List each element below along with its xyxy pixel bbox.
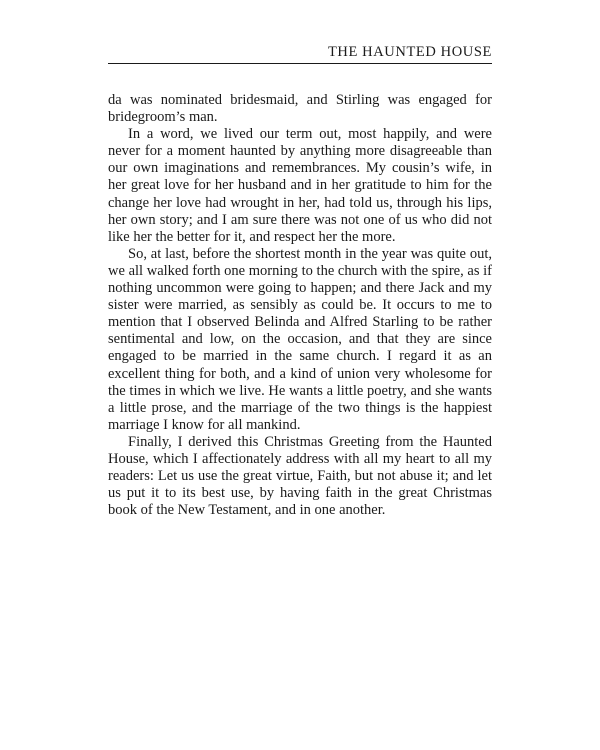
running-head: [108, 42, 492, 64]
paragraph-4: Finally, I derived this Christmas Greeting from the Haunted House, which I affectionately address with all my heart to all my readers: Let us use the great virtue, Faith, but not abuse it; and let us put it to its best use, by having faith in the great Christmas book of the New Testament, and in one another.: [108, 433, 492, 519]
paragraph-1: da was nominated bridesmaid, and Stirling was engaged for bridegroom’s man.: [108, 92, 492, 126]
paragraph-3: So, at last, before the shortest month in the year was quite out, we all walked forth one morning to the church with the spire, as if nothing uncommon were going to happen; and there Jack and my sister were married, as sensibly as could be. It occurs to me to mention that I observed Belinda and Alfred Starling to be rather sentimental and low, on the occasion, and that they are since engaged to be married in the same church. I regard it as an excellent thing for both, and a kind of union very wholesome for the times in which we live. He wants a little poetry, and she wants a little prose, and the marriage of the two things is the happiest marriage I know for all mankind.: [108, 245, 492, 433]
page-body: [108, 92, 492, 519]
paragraph-2: In a word, we lived our term out, most happily, and were never for a moment haunted by anything more disagreeable than our own imaginations and remembrances. My cousin’s wife, in her great love for her husband and in her gratitude to him for the change her love had wrought in her, had told us, through his lips, her own story; and I am sure there was not one of us who did not like her the better for it, and respect her the more.: [108, 126, 492, 245]
running-title: THE HAUNTED HOUSE: [327, 44, 492, 60]
